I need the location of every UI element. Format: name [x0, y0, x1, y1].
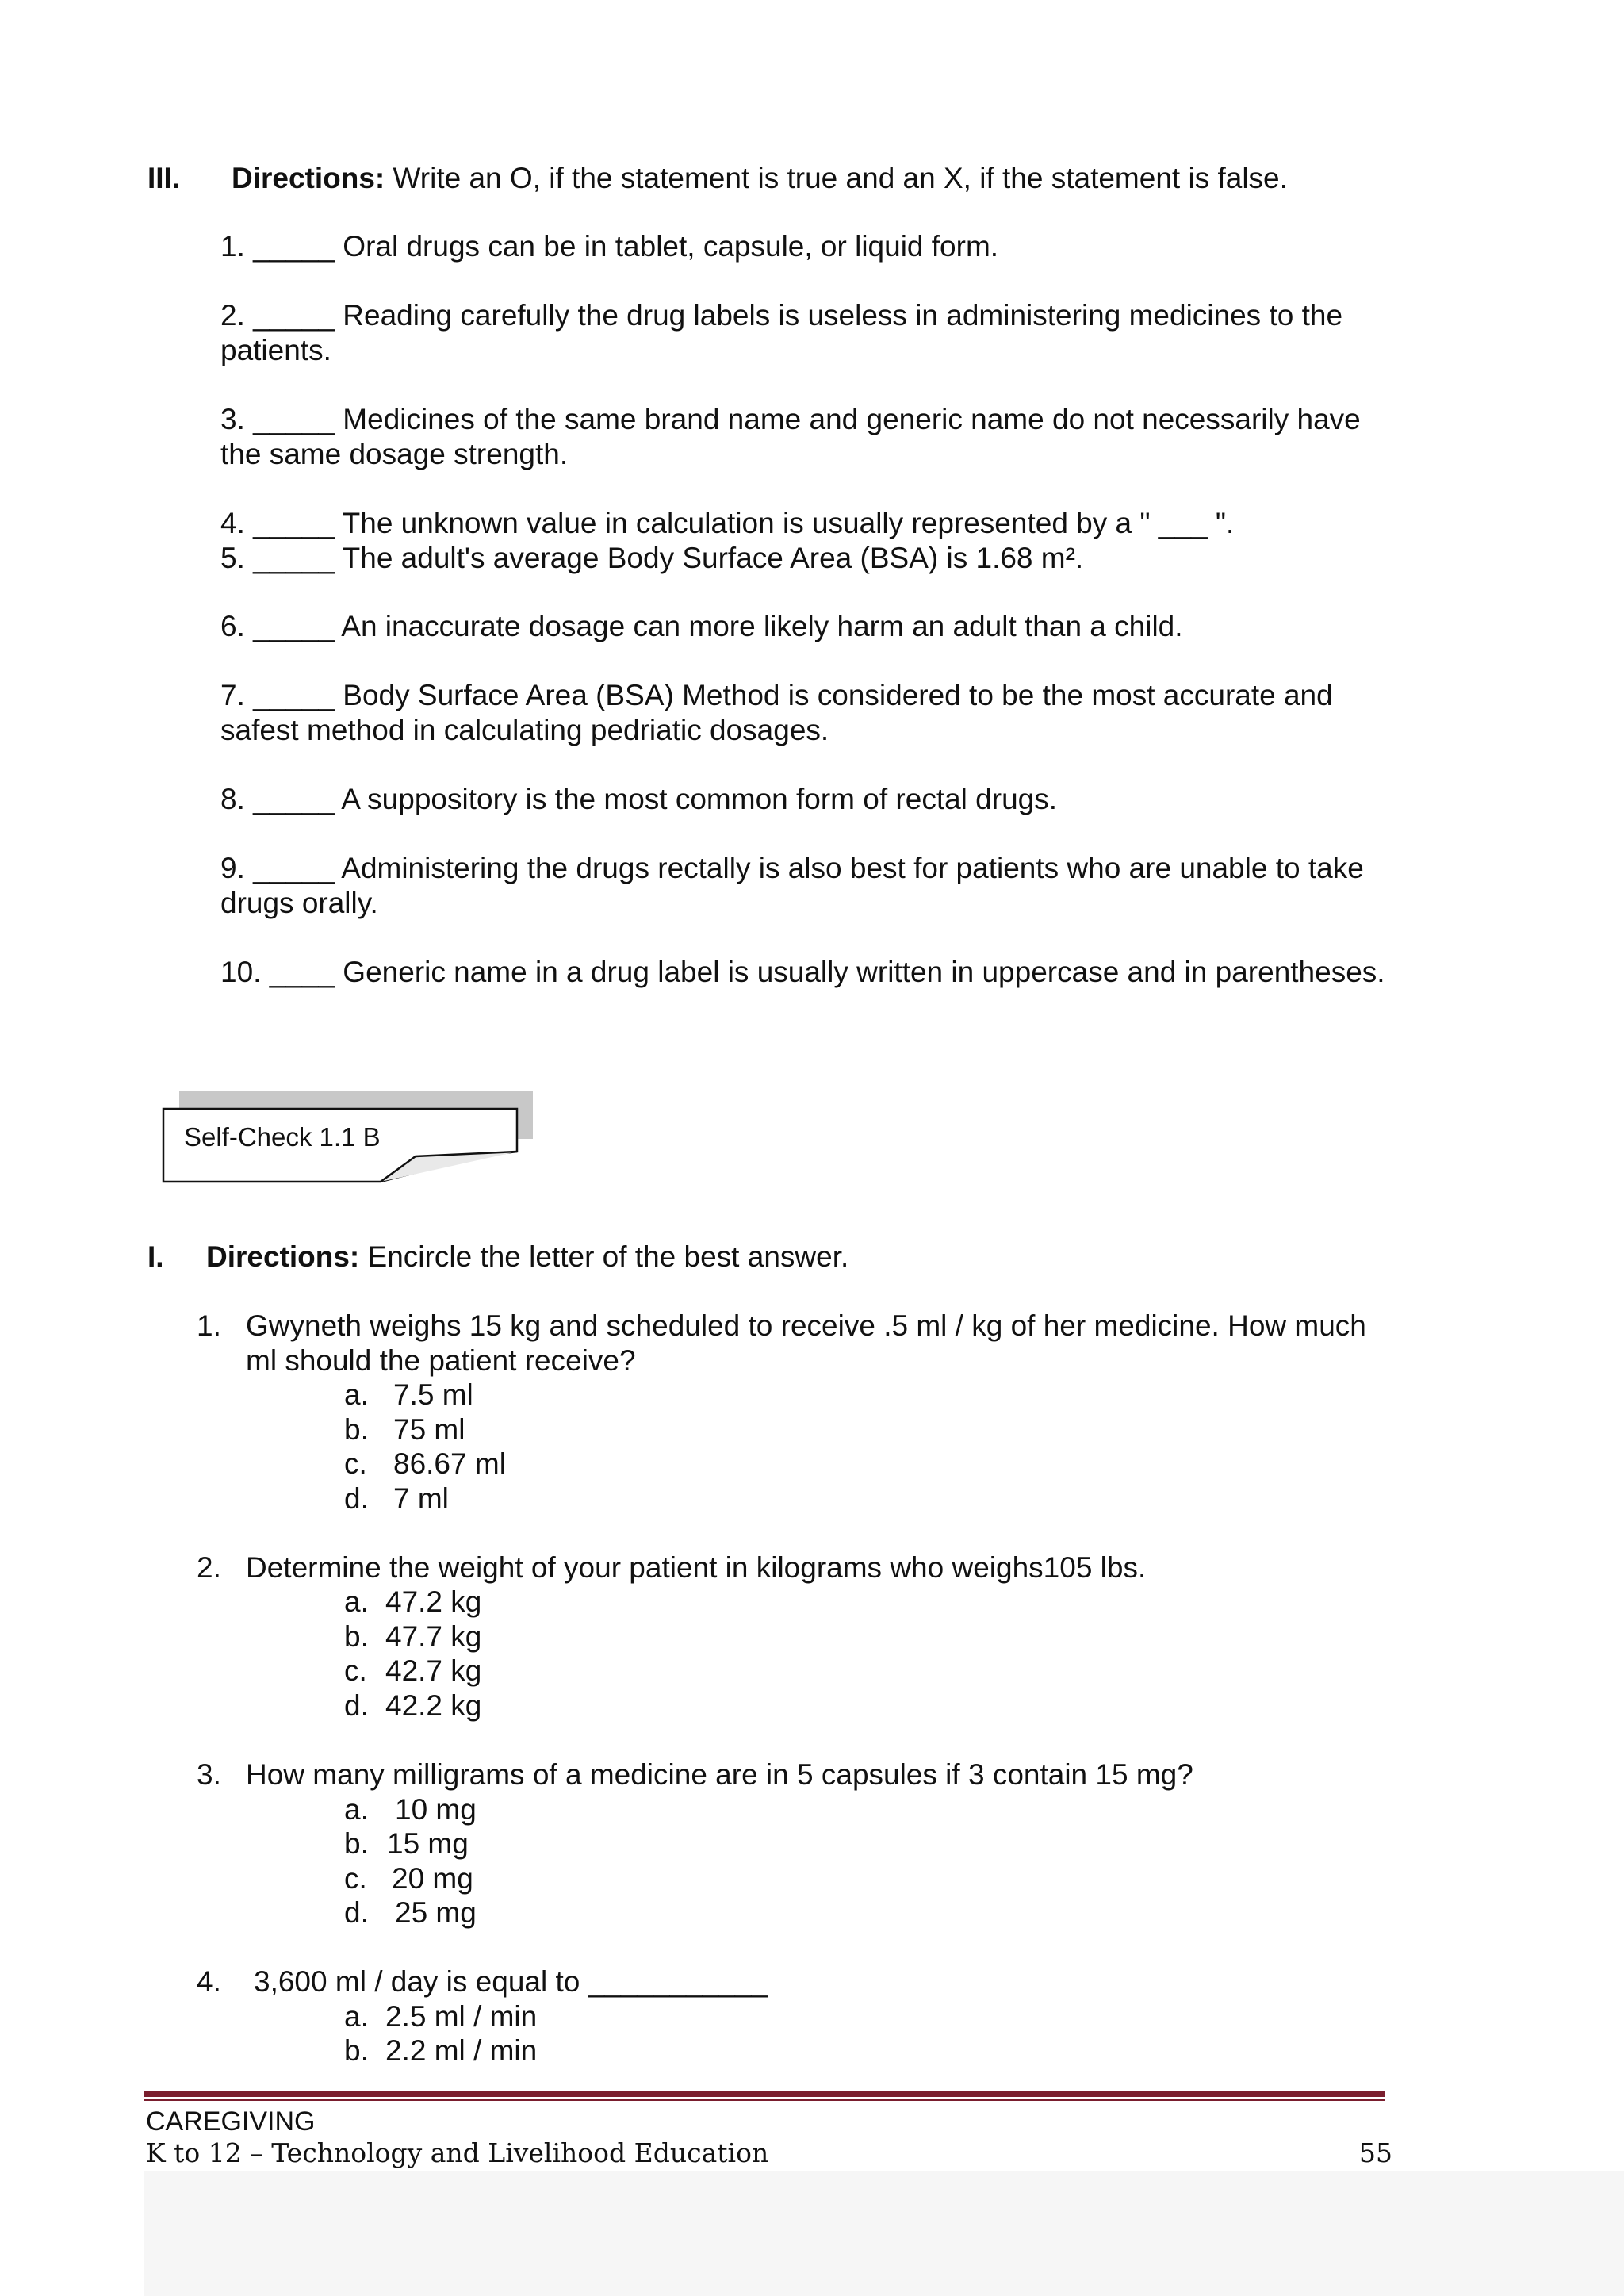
question-3-number: 3. — [197, 1758, 221, 1791]
question-3-option-b[interactable]: b. 15 mg — [344, 1827, 469, 1860]
question-3-option-d[interactable]: d. 25 mg — [344, 1896, 477, 1929]
tf-item-10: 10. ____ Generic name in a drug label is usually written in uppercase and in parentheses. — [220, 956, 1385, 988]
part1-roman-numeral: I. — [147, 1240, 164, 1273]
tf-item-6: 6. _____ An inaccurate dosage can more likely harm an adult than a child. — [220, 610, 1183, 642]
question-4-text: 3,600 ml / day is equal to ___________ — [254, 1965, 768, 1998]
tf-item-8: 8. _____ A suppository is the most common form of rectal drugs. — [220, 783, 1058, 815]
question-2-option-c[interactable]: c. 42.7 kg — [344, 1654, 482, 1687]
part3-directions-text: Write an O, if the statement is true and an X, if the statement is false. — [393, 162, 1288, 194]
question-2-option-a[interactable]: a. 47.2 kg — [344, 1585, 482, 1618]
question-3-text: How many milligrams of a medicine are in 5 capsules if 3 contain 15 mg? — [246, 1758, 1193, 1791]
question-4-option-a[interactable]: a. 2.5 ml / min — [344, 2000, 538, 2033]
tf-item-9: 9. _____ Administering the drugs rectally is also best for patients who are unable to take drugs orally. — [220, 852, 1364, 919]
footer-subject: CAREGIVING — [146, 2106, 316, 2137]
question-1-option-b[interactable]: b. 75 ml — [344, 1413, 465, 1446]
part3-roman-numeral: III. — [147, 162, 181, 194]
part1-directions-label: Directions: — [206, 1240, 360, 1273]
question-2-text: Determine the weight of your patient in kilograms who weighs105 lbs. — [246, 1551, 1147, 1584]
tf-item-2: 2. _____ Reading carefully the drug labels is useless in administering medicines to the patients. — [220, 299, 1343, 366]
question-2-option-b[interactable]: b. 47.7 kg — [344, 1620, 482, 1653]
question-1-text: Gwyneth weighs 15 kg and scheduled to receive .5 ml / kg of her medicine. How much ml should the patient receive? — [246, 1309, 1366, 1377]
part3-directions-label: Directions: — [232, 162, 385, 194]
footer-divider — [144, 2091, 1385, 2102]
question-4-number: 4. — [197, 1965, 221, 1998]
tf-item-3: 3. _____ Medicines of the same brand name and generic name do not necessarily have the same dosage strength. — [220, 403, 1361, 470]
self-check-label: Self-Check 1.1 B — [184, 1122, 381, 1152]
question-4-option-b[interactable]: b. 2.2 ml / min — [344, 2034, 538, 2067]
question-1-option-a[interactable]: a. 7.5 ml — [344, 1378, 473, 1411]
tf-item-7: 7. _____ Body Surface Area (BSA) Method is considered to be the most accurate and safest method in calculating pedriatic dosages. — [220, 679, 1333, 746]
question-3-option-c[interactable]: c. 20 mg — [344, 1862, 473, 1895]
footer-course: K to 12 – Technology and Livelihood Education — [146, 2137, 769, 2168]
footer-shaded-band — [144, 2171, 1624, 2296]
question-1-number: 1. — [197, 1309, 221, 1342]
question-1-option-c[interactable]: c. 86.67 ml — [344, 1447, 506, 1480]
self-check-callout — [162, 1091, 534, 1183]
question-2-number: 2. — [197, 1551, 221, 1584]
question-3-option-a[interactable]: a. 10 mg — [344, 1793, 477, 1826]
part1-directions-text: Encircle the letter of the best answer. — [367, 1240, 849, 1273]
question-1-option-d[interactable]: d. 7 ml — [344, 1482, 449, 1515]
tf-item-4: 4. _____ The unknown value in calculation is usually represented by a " ___ ". — [220, 507, 1235, 539]
tf-item-1: 1. _____ Oral drugs can be in tablet, capsule, or liquid form. — [220, 230, 999, 263]
page-number: 55 — [1359, 2137, 1392, 2168]
tf-item-5: 5. _____ The adult's average Body Surface Area (BSA) is 1.68 m². — [220, 542, 1084, 574]
question-2-option-d[interactable]: d. 42.2 kg — [344, 1689, 482, 1722]
